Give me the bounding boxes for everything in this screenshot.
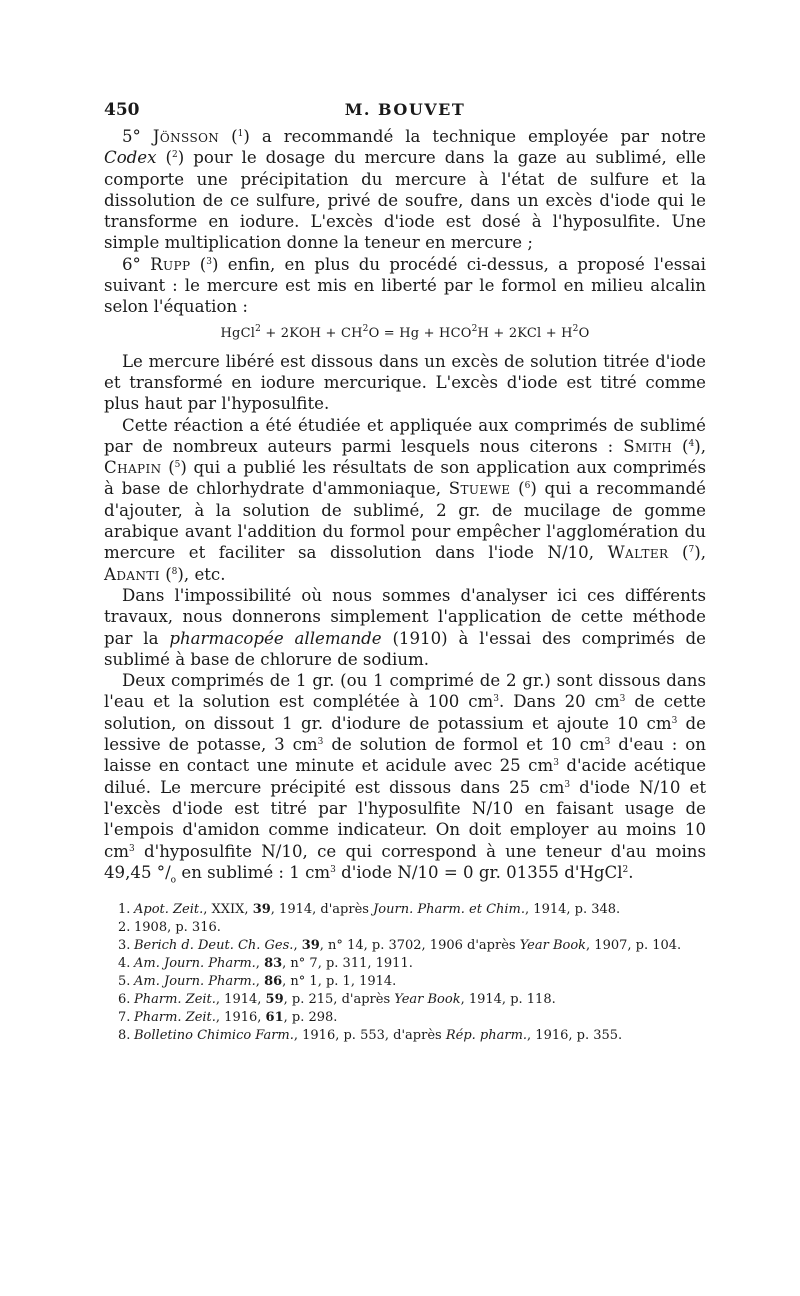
author-name: Jönsson (152, 127, 220, 146)
footnote: 8. Bolletino Chimico Farm., 1916, p. 553, d'après Rép. pharm., 1916, p. 355. (118, 1028, 623, 1044)
author-name: Walter (607, 543, 669, 563)
footnote: 7. Pharm. Zeit., 1916, 61, p. 298. (118, 1010, 338, 1026)
author-name: Smith (623, 436, 673, 456)
paragraph-reaction: Cette réaction a été étudiée et appliquée aux comprimés de sublimé par de nombreux auteurs parmi lesquels nous citerons : Smith ($^4$), Chapin ($^5$) qui a publié les résultats de son application aux comprimés à base de chlorhydrate d'ammoniaque, Stuewe ($^6$) qui a recommandé d'ajouter, à la solution de sublimé, 2 gr. de mucilage de gomme arabique avant l'addition du formol pour empêcher l'agglomération du mercure et faciliter sa dissolution dans l'iode N/10, Walter ($^7$), Adanti ($^8$), etc. (104, 415, 707, 584)
footnote: 1. Apot. Zeit., XXIX, 39, 1914, d'après Journ. Pharm. et Chim., 1914, p. 348. (118, 902, 621, 918)
paragraph-pharmacopee: Dans l'impossibilité où nous sommes d'analyser ici ces différents travaux, nous donnerons simplement l'application de cette méthode par la pharmacopée allemande (1910) à l'essai des comprimés de sublimé à base de chlorure de sodium. (104, 585, 707, 669)
chemical-equation: HgCl$^2$ + $2KOH + CH^2O = Hg + HCO^2H + 2KCl + H^2O$ (220, 323, 590, 341)
author-name: Adanti (104, 564, 160, 584)
footnote-ref: 1 (237, 129, 244, 139)
footnote: 6. Pharm. Zeit., 1914, 59, p. 215, d'après Year Book, 1914, p. 118. (118, 992, 556, 1008)
running-head: M. BOUVET (344, 100, 466, 119)
author-name: Chapin (104, 458, 162, 478)
paragraph-jonsson: 5° Jönsson ($^1$) a recommandé la technique employée par notre Codex ($^2$) pour le dosage du mercure dans la gaze au sublimé, elle comporte une précipitation du mercure à l'état de sulfure et la dissolution de ce sulfure, privé de soufre, dans un excès d'iode qui le transforme en iodure. L'excès d'iode est dosé à l'hyposulfite. Une simple multiplication donne la teneur en mercure ; (104, 127, 707, 253)
footnote-ref: 2 (172, 150, 178, 161)
footnote: 4. Am. Journ. Pharm., 83, n° 7, p. 311, 1911. (118, 956, 413, 972)
paragraph-rupp: 6° Rupp ($^3$) enfin, en plus du procédé ci-dessus, a proposé l'essai suivant : le mercure est mis en liberté par le formol en milieu alcalin selon l'équation : (104, 254, 706, 317)
paragraph-procedure: Deux comprimés de 1 gr. (ou 1 comprimé de 2 gr.) sont dissous dans l'eau et la solution est complétée à 100 $cm^3$. Dans 20 $cm^3$ de cette solution, on dissout 1 gr. d'iodure de potassium et ajoute 10 $cm^3$ de lessive de potasse, 3 $cm^3$ de solution de formol et 10 $cm^3$ d'eau : on laisse en contact une minute et acidule avec 25 $cm^3$ d'acide acétique dilué. Le mercure précipité est dissous dans 25 $cm^3$ d'iode N/10 et l'excès d'iode est titré par l'hyposulfite N/10 en faisant usage de l'empois d'amidon comme indicateur. On doit employer au moins 10 $cm^3$ d'hyposulfite N/10, ce qui correspond à une teneur d'au moins 49,45 $^\circ/_o$ en sublimé : 1 $cm^3$ d'iode N/10 = 0 gr. 01355 d'HgCl$^2$. (104, 671, 707, 886)
author-name: Rupp (150, 254, 191, 274)
author-name: Stuewe (448, 479, 511, 499)
page (104, 100, 706, 1045)
page-number: 450 (104, 100, 140, 120)
pharmacopee-title: pharmacopée allemande (169, 628, 382, 648)
page-header (104, 100, 706, 126)
body-text (104, 126, 707, 886)
footnote: 5. Am. Journ. Pharm., 86, n° 1, p. 1, 1914. (118, 974, 397, 990)
footnote-ref: 3 (206, 256, 212, 267)
footnotes (104, 901, 706, 1045)
footnote: 2. 1908, p. 316. (118, 920, 221, 936)
footnote: 3. Berich d. Deut. Ch. Ges., 39, n° 14, p. 3702, 1906 d'après Year Book, 1907, p. 104. (118, 938, 682, 954)
codex-title: Codex (104, 148, 157, 168)
paragraph-mercure-libere: Le mercure libéré est dissous dans un excès de solution titrée d'iode et transformé en iodure mercurique. L'excès d'iode est titré comme plus haut par l'hyposulfite. (104, 351, 706, 414)
